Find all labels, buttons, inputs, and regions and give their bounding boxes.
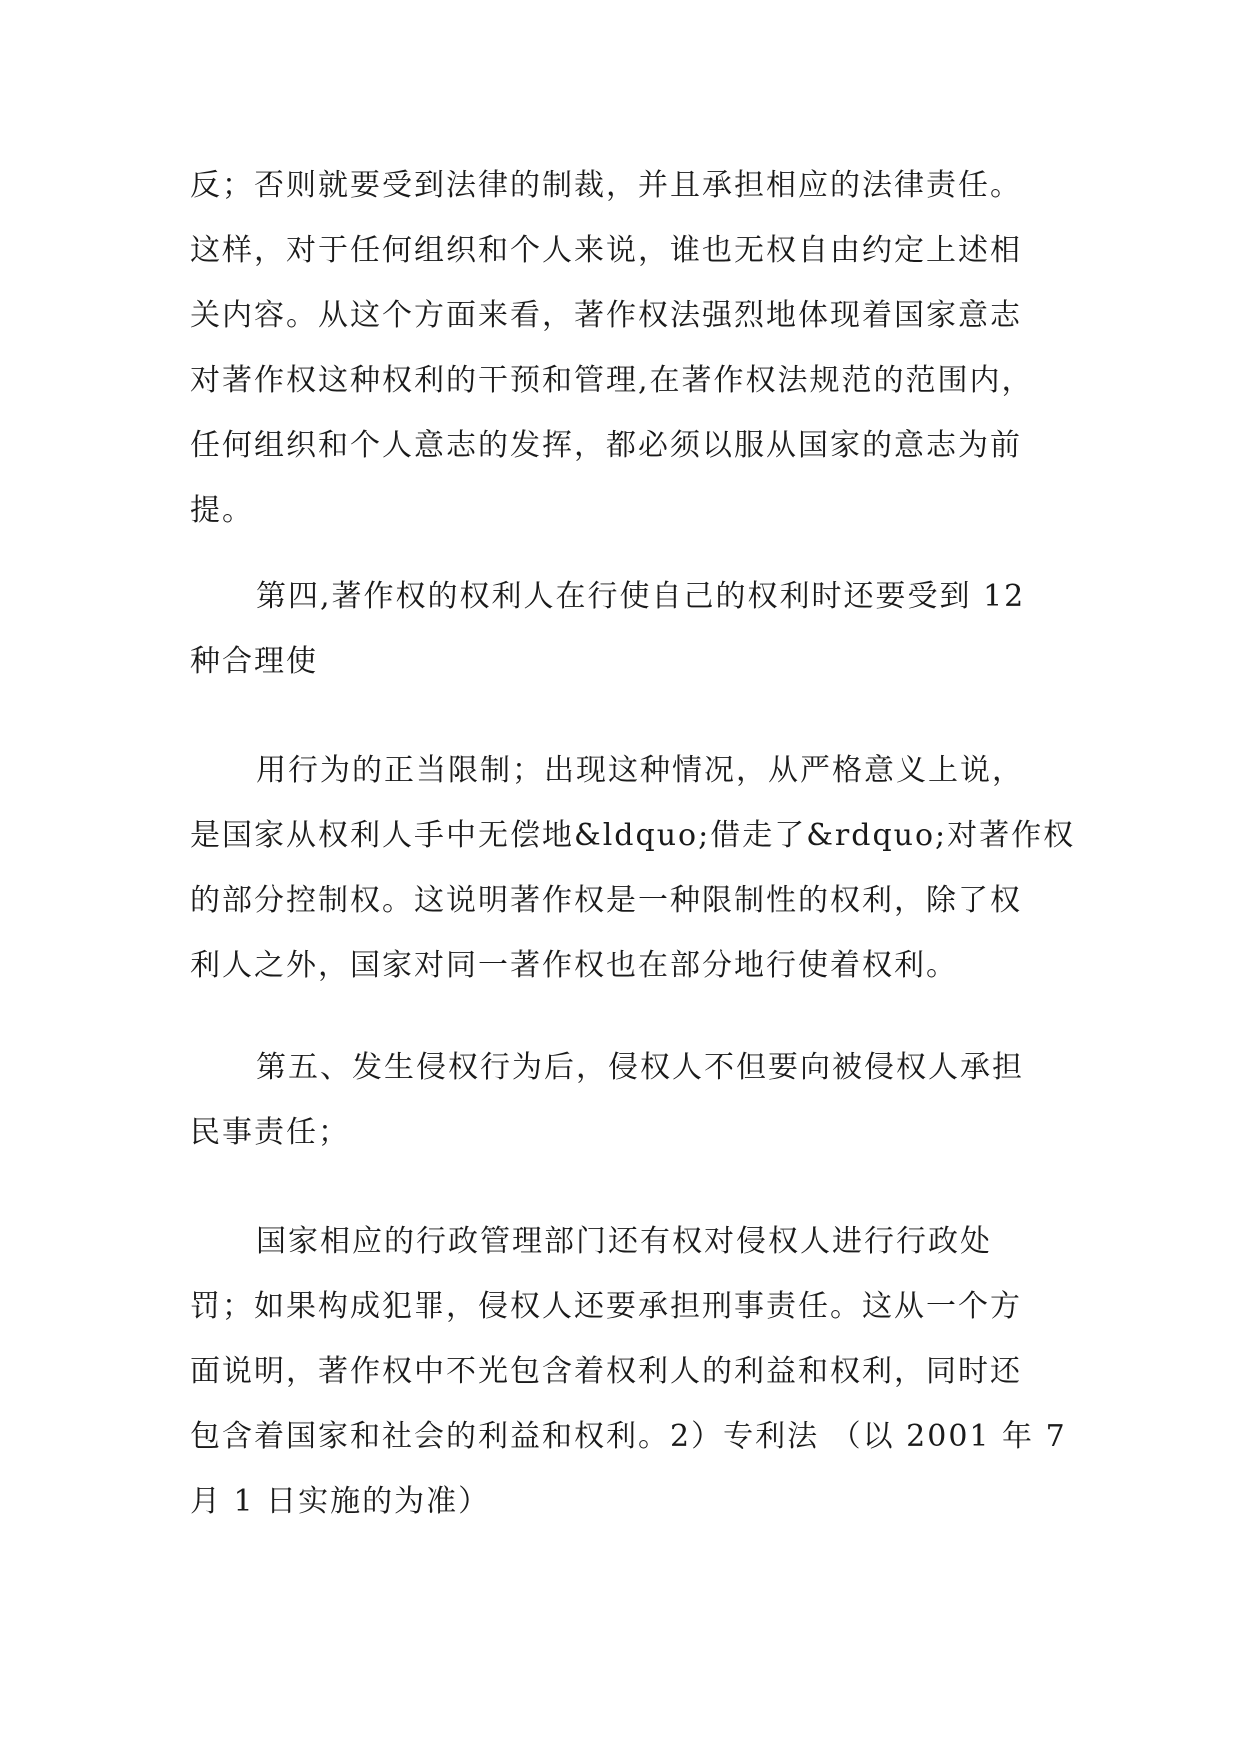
text-line: 罚；如果构成犯罪，侵权人还要承担刑事责任。这从一个方: [190, 1289, 1022, 1324]
paragraph-1: [190, 153, 1070, 543]
paragraph-4: [190, 1035, 1070, 1165]
paragraph-3: [190, 738, 1076, 998]
text-line: 提。: [190, 493, 254, 528]
text-line: 月 1 日实施的为准）: [190, 1484, 491, 1519]
text-line: 民事责任；: [190, 1115, 350, 1150]
text-line: 包含着国家和社会的利益和权利。2）专利法 （以 2001 年 7: [190, 1419, 1067, 1454]
text-line: 是国家从权利人手中无偿地&ldquo;借走了&rdquo;对著作权: [190, 818, 1076, 853]
text-line: 关内容。从这个方面来看，著作权法强烈地体现着国家意志: [190, 298, 1022, 333]
text-line: 任何组织和个人意志的发挥，都必须以服从国家的意志为前: [190, 428, 1022, 463]
text-line: 对著作权这种权利的干预和管理,在著作权法规范的范围内，: [190, 363, 1034, 398]
paragraph-5: [190, 1209, 1070, 1534]
text-line: 的部分控制权。这说明著作权是一种限制性的权利，除了权: [190, 883, 1022, 918]
text-line: 第四,著作权的权利人在行使自己的权利时还要受到 12: [256, 579, 1026, 614]
text-line: 利人之外，国家对同一著作权也在部分地行使着权利。: [190, 948, 958, 983]
text-line: 反；否则就要受到法律的制裁，并且承担相应的法律责任。: [190, 168, 1022, 203]
text-line: 用行为的正当限制；出现这种情况，从严格意义上说，: [256, 753, 1024, 788]
text-line: 面说明，著作权中不光包含着权利人的利益和权利，同时还: [190, 1354, 1022, 1389]
text-line: 种合理使: [190, 644, 318, 679]
text-line: 第五、发生侵权行为后，侵权人不但要向被侵权人承担: [256, 1050, 1024, 1085]
text-line: 这样，对于任何组织和个人来说，谁也无权自由约定上述相: [190, 233, 1022, 268]
text-line: 国家相应的行政管理部门还有权对侵权人进行行政处: [256, 1224, 992, 1259]
paragraph-2: [190, 564, 1070, 694]
